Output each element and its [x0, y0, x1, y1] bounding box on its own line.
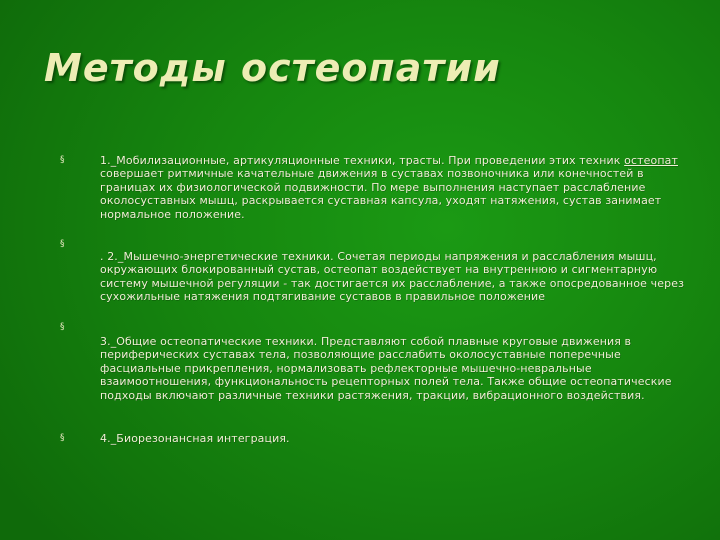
list-item-text	[100, 154, 690, 221]
bullet-icon: §	[60, 322, 65, 332]
list-item-text-part: совершает ритмичные качательные движения в суставах позвоночника или конечностей в границах их физиологической подвижности. По мере выполнения наступает расслабление околосуставных мышц, раскрывается суставная капсула, уходят натяжения, сустав занимает нормальное положение.	[100, 167, 662, 221]
bullet-icon: §	[60, 433, 65, 443]
slide-title: Методы остеопатии	[44, 46, 501, 90]
osteopath-link[interactable]: остеопат	[624, 154, 678, 167]
bullet-icon: §	[60, 155, 65, 165]
list-item-text: 3._Общие остеопатические техники. Представляют собой плавные круговые движения в периферических суставах тела, позволяющие расслабить околосуставные поперечные фасциальные прикрепления, нормализовать рефлекторные мышечно-невральные взаимоотношения, функциональность рецепторных полей тела. Также общие остеопатические подходы включают различные техники растяжения, тракции, вибрационного воздействия.	[100, 335, 672, 402]
list-item-text: 4._Биорезонансная интеграция.	[100, 432, 290, 445]
bullet-icon: §	[60, 239, 65, 249]
list-item-text: . 2._Мышечно-энергетические техники. Сочетая периоды напряжения и расслабления мышц, окружающих блокированный сустав, остеопат воздействует на внутреннюю и сигментарную систему мышечной регуляции - так достигается их расслабление, а также опосредованное через сухожильные натяжения подтягивание суставов в правильное положение	[100, 250, 685, 304]
list-item-text-part: 1._Мобилизационные, артикуляционные техники, трасты. При проведении этих техник	[100, 154, 625, 167]
